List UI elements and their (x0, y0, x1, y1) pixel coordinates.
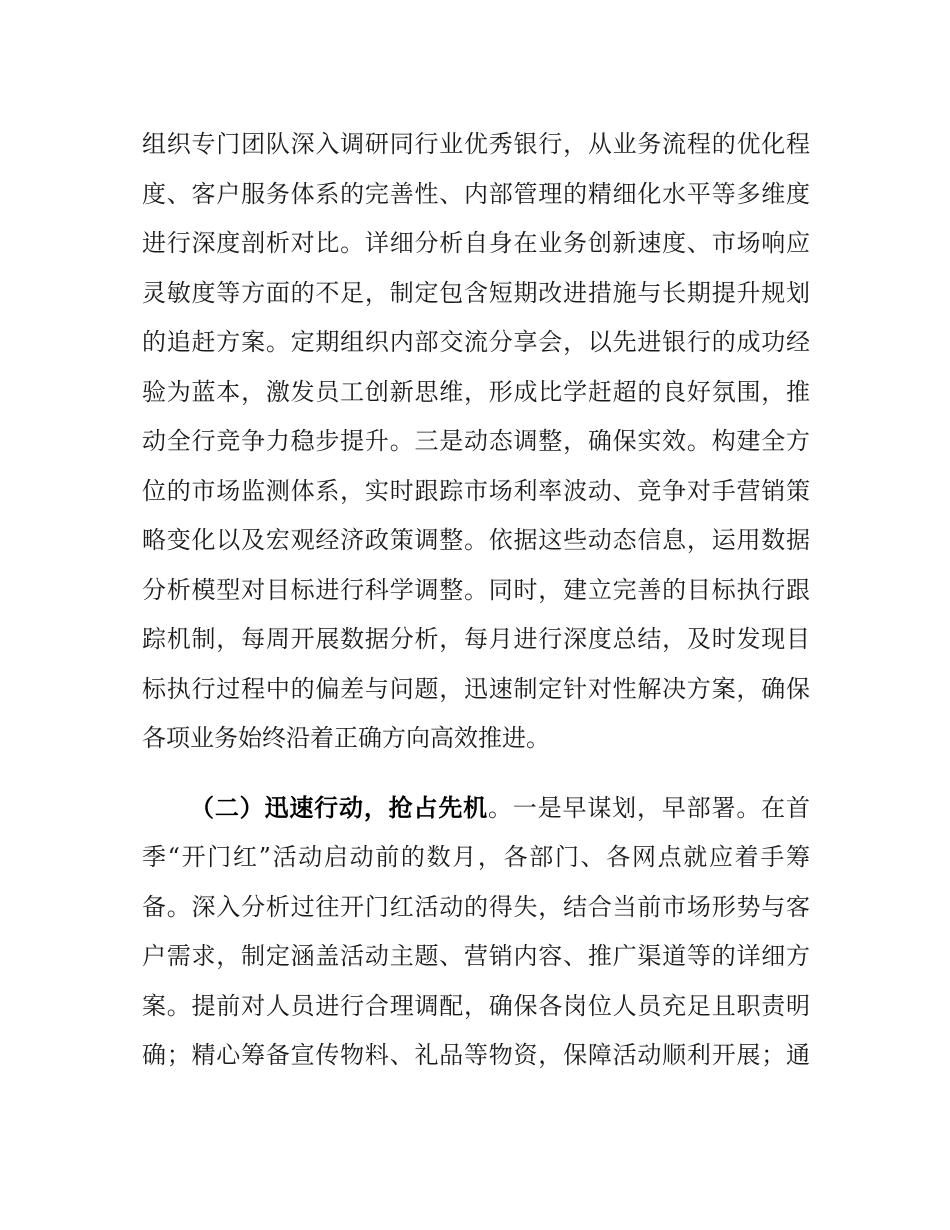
text-line: 分析模型对目标进行科学调整。同时，建立完善的目标执行跟 (142, 576, 810, 604)
text-line: 户需求，制定涵盖活动主题、营销内容、推广渠道等的详细方 (142, 942, 810, 970)
text-line: 动全行竞争力稳步提升。三是动态调整，确保实效。构建全方 (142, 427, 810, 455)
text-line: 踪机制，每周开展数据分析，每月进行深度总结，及时发现目 (142, 625, 810, 653)
heading-line-text: 。一是早谋划，早部署。在首 (488, 794, 810, 822)
section-heading: （二）迅速行动，抢占先机 (190, 793, 488, 822)
text-line: 验为蓝本，激发员工创新思维，形成比学赶超的良好氛围，推 (142, 378, 810, 406)
text-line: 度、客户服务体系的完善性、内部管理的精细化水平等多维度 (142, 180, 810, 208)
text-line: 的追赶方案。定期组织内部交流分享会，以先进银行的成功经 (142, 328, 810, 356)
text-line: 标执行过程中的偏差与问题，迅速制定针对性解决方案，确保 (142, 675, 810, 703)
text-line: 位的市场监测体系，实时跟踪市场利率波动、竞争对手营销策 (142, 477, 810, 505)
text-line: 略变化以及宏观经济政策调整。依据这些动态信息，运用数据 (142, 526, 810, 554)
text-line: 组织专门团队深入调研同行业优秀银行，从业务流程的优化程 (142, 130, 810, 158)
section-heading-line (190, 788, 810, 828)
text-line: 季“开门红”活动启动前的数月，各部门、各网点就应着手筹 (142, 843, 810, 871)
text-line: 备。深入分析过往开门红活动的得失，结合当前市场形势与客 (142, 893, 810, 921)
text-line: 灵敏度等方面的不足，制定包含短期改进措施与长期提升规划 (142, 279, 810, 307)
text-line: 各项业务始终沿着正确方向高效推进。 (142, 724, 550, 752)
text-line: 确；精心筹备宣传物料、礼品等物资，保障活动顺利开展；通 (142, 1041, 810, 1069)
text-line: 案。提前对人员进行合理调配，确保各岗位人员充足且职责明 (142, 992, 810, 1020)
text-line: 进行深度剖析对比。详细分析自身在业务创新速度、市场响应 (142, 229, 810, 257)
